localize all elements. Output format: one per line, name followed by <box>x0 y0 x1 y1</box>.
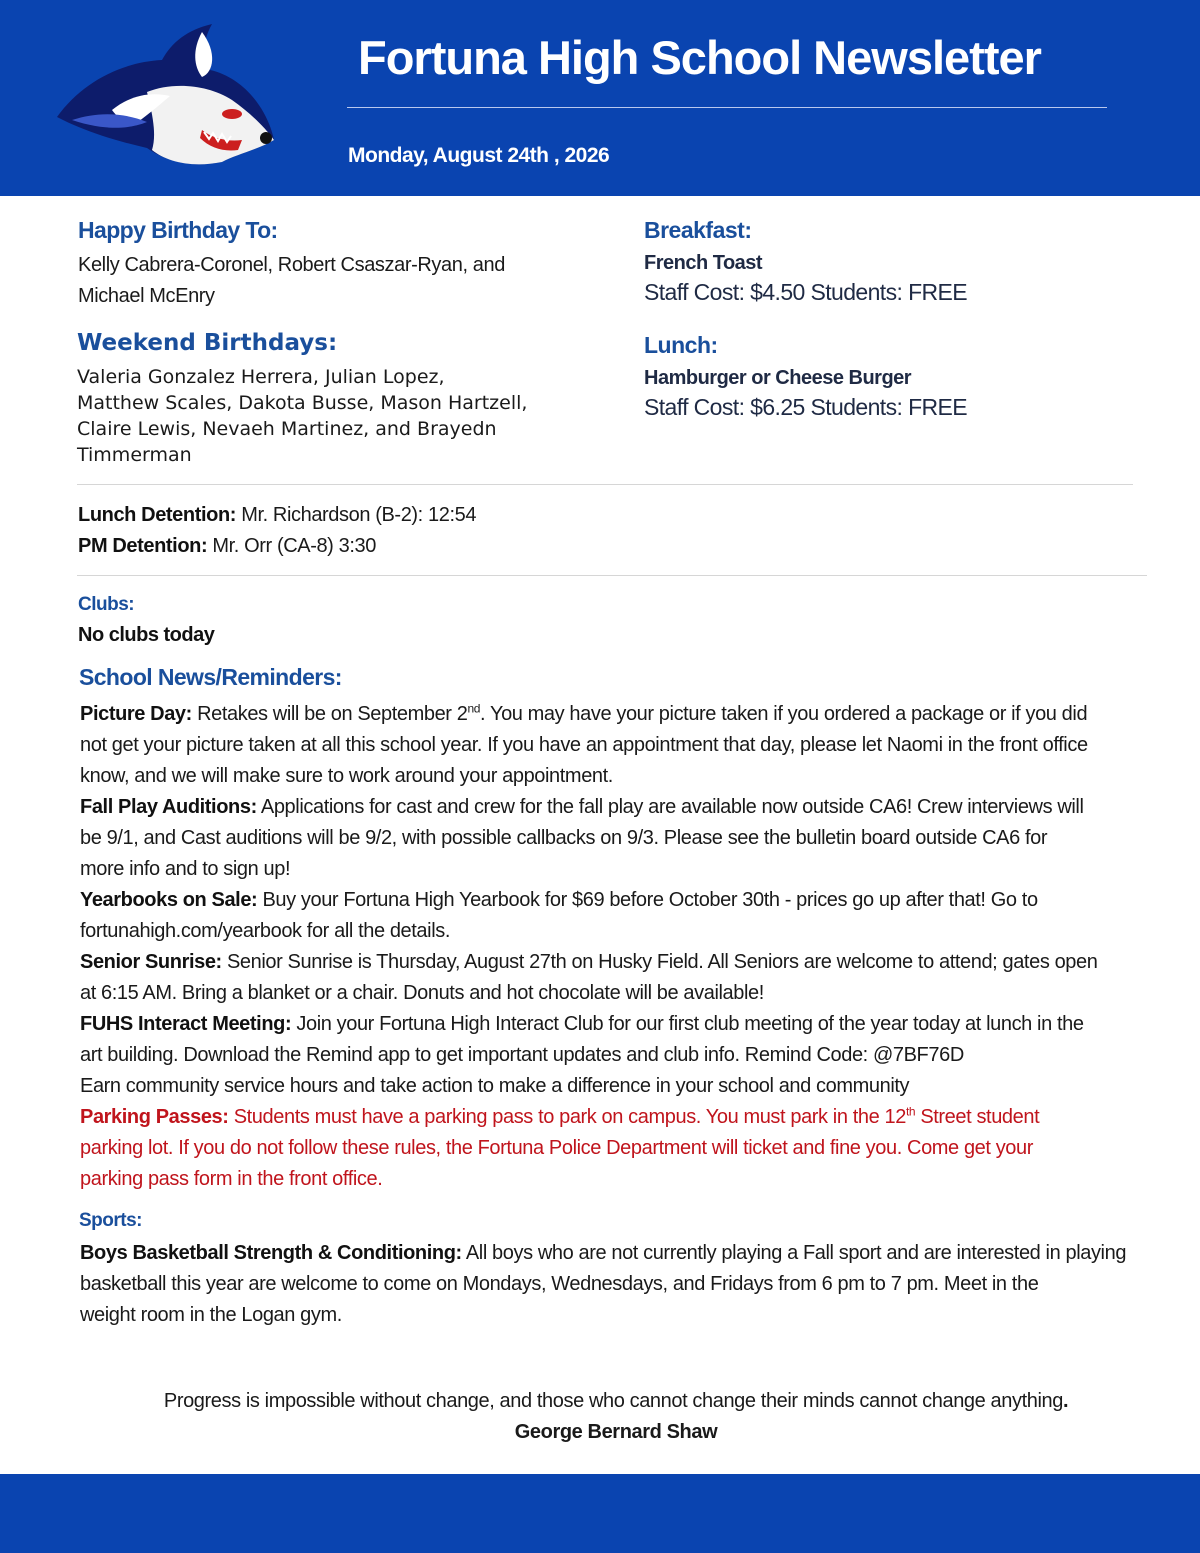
header-divider <box>347 107 1107 108</box>
sports-item <box>80 1238 1150 1269</box>
weekend-names-line: Claire Lewis, Nevaeh Martinez, and Brayedn <box>77 418 497 440</box>
news-line: parking pass form in the front office. <box>80 1168 383 1190</box>
news-item-parking <box>80 1102 1150 1133</box>
parking-text: Students must have a parking pass to park on campus. You must park in the 12 <box>228 1106 906 1128</box>
footer-banner <box>0 1474 1200 1553</box>
weekend-birthday-names <box>77 364 597 468</box>
news-line: art building. Download the Remind app to get important updates and club info. Remind Code: @7BF76D <box>80 1044 964 1066</box>
yearbook-text: Buy your Fortuna High Yearbook for $69 before October 30th - prices go up after that! Go to <box>257 889 1038 911</box>
lunch-item: Hamburger or Cheese Burger <box>644 367 912 389</box>
news-line: know, and we will make sure to work around your appointment. <box>80 765 613 787</box>
husky-mascot-icon <box>52 22 282 172</box>
section-divider <box>77 575 1147 576</box>
picture-day-label: Picture Day: <box>80 703 192 725</box>
sports-item-text: All boys who are not currently playing a Fall sport and are interested in playing <box>461 1242 1127 1264</box>
breakfast-cost: Staff Cost: $4.50 Students: FREE <box>644 279 968 305</box>
weekend-names-line: Timmerman <box>77 444 192 466</box>
news-item-senior-sunrise <box>80 947 1150 978</box>
news-line: be 9/1, and Cast auditions will be 9/2, with possible callbacks on 9/3. Please see the bulletin board outside CA6 for <box>80 827 1048 849</box>
sports-line: weight room in the Logan gym. <box>80 1304 342 1326</box>
news-reminders <box>80 699 1150 1195</box>
newsletter-date: Monday, August 24th , 2026 <box>348 144 610 167</box>
pm-detention-value: Mr. Orr (CA-8) 3:30 <box>207 535 376 557</box>
interact-label: FUHS Interact Meeting: <box>80 1013 292 1035</box>
sports-block <box>80 1238 1150 1331</box>
lunch-detention <box>78 500 476 531</box>
sports-line: basketball this year are welcome to come on Mondays, Wednesdays, and Fridays from 6 pm to 7 pm. Meet in the <box>80 1273 1039 1295</box>
weekend-birthday-heading: Weekend Birthdays: <box>77 330 338 356</box>
birthday-names <box>78 250 548 312</box>
parking-text: Street student <box>915 1106 1040 1128</box>
section-divider <box>77 484 1133 485</box>
parking-sup: th <box>905 1104 916 1119</box>
lunch-detention-value: Mr. Richardson (B-2): 12:54 <box>236 504 477 526</box>
news-line: Earn community service hours and take action to make a difference in your school and community <box>80 1075 910 1097</box>
senior-sunrise-label: Senior Sunrise: <box>80 951 222 973</box>
breakfast-item: French Toast <box>644 252 763 274</box>
news-item-fall-play <box>80 792 1150 823</box>
news-line: not get your picture taken at all this school year. If you have an appointment that day, please let Naomi in the front office <box>80 734 1088 756</box>
news-item-yearbooks <box>80 885 1150 916</box>
news-heading: School News/Reminders: <box>79 664 342 690</box>
clubs-text: No clubs today <box>78 624 215 646</box>
senior-sunrise-text: Senior Sunrise is Thursday, August 27th on Husky Field. All Seniors are welcome to attend; gates open <box>221 951 1098 973</box>
news-line: at 6:15 AM. Bring a blanket or a chair. Donuts and hot chocolate will be available! <box>80 982 764 1004</box>
weekend-names-line: Valeria Gonzalez Herrera, Julian Lopez, <box>77 366 445 388</box>
lunch-detention-label: Lunch Detention: <box>78 504 237 526</box>
news-line: more info and to sign up! <box>80 858 291 880</box>
birthday-heading: Happy Birthday To: <box>78 217 278 243</box>
sports-heading: Sports: <box>79 1210 142 1231</box>
picture-day-sup: nd <box>467 701 481 716</box>
yearbook-label: Yearbooks on Sale: <box>80 889 258 911</box>
sports-item-label: Boys Basketball Strength & Conditioning: <box>80 1242 462 1264</box>
interact-text: Join your Fortuna High Interact Club for our first club meeting of the year today at lunch in the <box>291 1013 1084 1035</box>
clubs-heading: Clubs: <box>78 594 135 615</box>
news-line: parking lot. If you do not follow these rules, the Fortuna Police Department will ticket and fine you. Come get your <box>80 1137 1034 1159</box>
picture-day-text: . You may have your picture taken if you ordered a package or if you did <box>480 703 1088 725</box>
picture-day-text: Retakes will be on September 2 <box>191 703 468 725</box>
quote-period: . <box>1062 1390 1069 1412</box>
lunch-cost: Staff Cost: $6.25 Students: FREE <box>644 394 968 420</box>
fall-play-label: Fall Play Auditions: <box>80 796 257 818</box>
news-item-interact <box>80 1009 1150 1040</box>
parking-label: Parking Passes: <box>80 1106 229 1128</box>
detention-block <box>78 500 476 562</box>
breakfast-heading: Breakfast: <box>644 217 752 243</box>
quote-text <box>0 1386 1200 1417</box>
weekend-names-line: Matthew Scales, Dakota Busse, Mason Hartzell, <box>77 392 528 414</box>
fall-play-text: Applications for cast and crew for the fall play are available now outside CA6! Crew interviews will <box>256 796 1084 818</box>
quote-author: George Bernard Shaw <box>514 1421 718 1443</box>
news-line: fortunahigh.com/yearbook for all the details. <box>80 920 450 942</box>
header-banner <box>0 0 1200 196</box>
pm-detention <box>78 531 476 562</box>
quote-body: Progress is impossible without change, and those who cannot change their minds cannot change anything <box>163 1390 1063 1412</box>
news-item-picture-day <box>80 699 1150 730</box>
lunch-heading: Lunch: <box>644 332 718 358</box>
newsletter-title: Fortuna High School Newsletter <box>358 31 1041 84</box>
birthday-names-line: Michael McEnry <box>78 285 215 307</box>
pm-detention-label: PM Detention: <box>78 535 208 557</box>
birthday-names-line: Kelly Cabrera-Coronel, Robert Csaszar-Ryan, and <box>78 254 505 276</box>
